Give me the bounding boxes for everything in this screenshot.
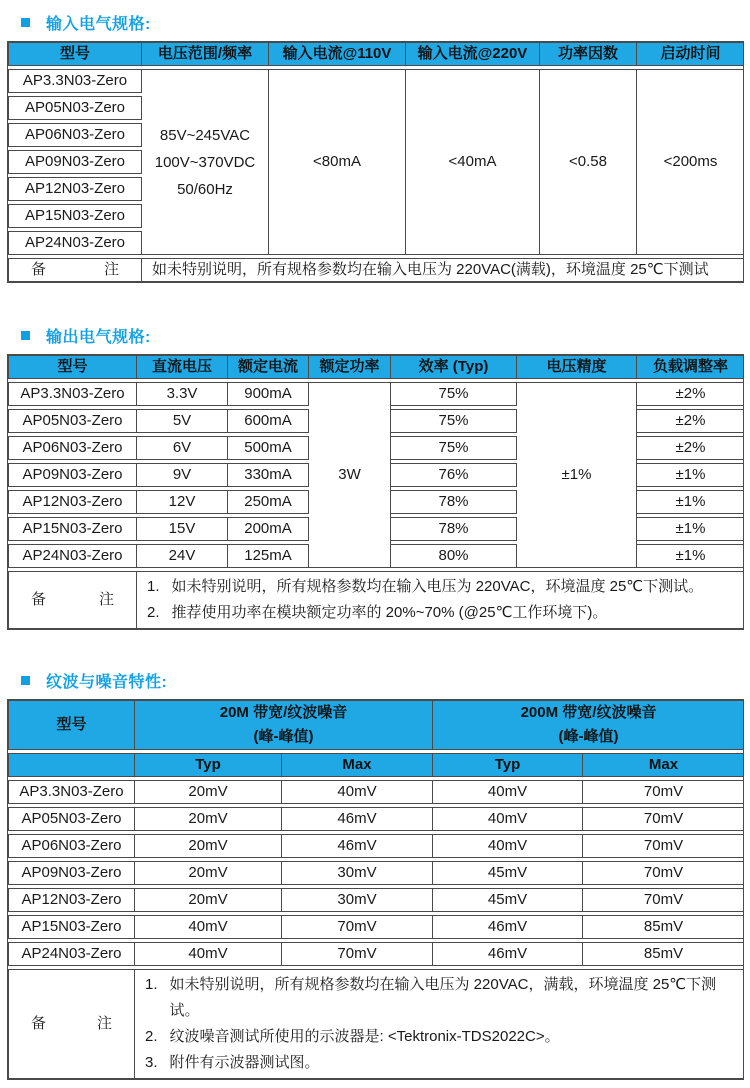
- max-200m-cell: 70mV: [583, 861, 744, 885]
- column-header-typ: Typ: [135, 753, 282, 777]
- max-20m-cell: 46mV: [282, 807, 433, 831]
- model-cell: AP09N03-Zero: [8, 150, 142, 174]
- note-row: [8, 969, 744, 1079]
- section-title-text: 纹波与噪音特性:: [46, 673, 168, 691]
- column-header-max: Max: [282, 753, 433, 777]
- table-row: [8, 915, 744, 939]
- section-bullet-icon: [21, 331, 30, 340]
- table-row: [8, 807, 744, 831]
- column-header-dc-voltage: 直流电压: [137, 355, 228, 379]
- max-20m-cell: 70mV: [282, 915, 433, 939]
- model-cell: AP3.3N03-Zero: [8, 382, 137, 406]
- voltage-line: 85V~245VAC: [159, 126, 251, 144]
- column-header-current-110v: 输入电流@110V: [269, 42, 406, 66]
- model-cell: AP15N03-Zero: [8, 517, 137, 541]
- max-20m-cell: 70mV: [282, 942, 433, 966]
- dc-voltage-cell: 5V: [137, 409, 228, 433]
- note-text: 如未特别说明，所有规格参数均在输入电压为 220VAC(满载)，环境温度 25℃下测试: [152, 261, 709, 278]
- column-header-model: 型号: [8, 700, 135, 750]
- max-20m-cell: 40mV: [282, 780, 433, 804]
- load-regulation-cell: ±2%: [637, 436, 744, 460]
- efficiency-cell: 75%: [391, 382, 517, 406]
- power-factor-cell: <0.58: [540, 69, 637, 255]
- load-regulation-cell: ±1%: [637, 517, 744, 541]
- model-cell: AP05N03-Zero: [8, 96, 142, 120]
- model-cell: AP24N03-Zero: [8, 231, 142, 255]
- efficiency-cell: 75%: [391, 409, 517, 433]
- header-row: [8, 355, 744, 379]
- typ-200m-cell: 46mV: [433, 942, 583, 966]
- rated-current-cell: 600mA: [228, 409, 309, 433]
- typ-20m-cell: 40mV: [135, 915, 282, 939]
- note-line: 2. 推荐使用功率在模块额定功率的 20%~70% (@25℃工作环境下)。: [147, 604, 608, 621]
- dc-voltage-cell: 3.3V: [137, 382, 228, 406]
- column-header-power-factor: 功率因数: [540, 42, 637, 66]
- rated-current-cell: 330mA: [228, 463, 309, 487]
- note-label-char: 注: [96, 1015, 112, 1032]
- voltage-accuracy-cell: ±1%: [517, 382, 637, 568]
- voltage-line: 50/60Hz: [177, 180, 233, 198]
- load-regulation-cell: ±2%: [637, 382, 744, 406]
- efficiency-cell: 78%: [391, 517, 517, 541]
- column-header-bw200: 200M 带宽/纹波噪音 (峰-峰值): [433, 700, 744, 750]
- typ-200m-cell: 45mV: [433, 888, 583, 912]
- note-label-char: 注: [103, 261, 119, 278]
- model-cell: AP3.3N03-Zero: [8, 780, 135, 804]
- rated-current-cell: 250mA: [228, 490, 309, 514]
- max-20m-cell: 30mV: [282, 861, 433, 885]
- typ-200m-cell: 40mV: [433, 834, 583, 858]
- model-cell: AP09N03-Zero: [8, 463, 137, 487]
- efficiency-cell: 76%: [391, 463, 517, 487]
- typ-200m-cell: 46mV: [433, 915, 583, 939]
- rated-power-cell: 3W: [309, 382, 391, 568]
- load-regulation-cell: ±1%: [637, 544, 744, 568]
- blank-header-cell: [8, 753, 135, 777]
- max-200m-cell: 70mV: [583, 780, 744, 804]
- rated-current-cell: 125mA: [228, 544, 309, 568]
- column-header-voltage-range: 电压范围/频率: [142, 42, 269, 66]
- max-200m-cell: 85mV: [583, 915, 744, 939]
- model-cell: AP12N03-Zero: [8, 490, 137, 514]
- current-220v-cell: <40mA: [406, 69, 540, 255]
- column-header-startup-time: 启动时间: [637, 42, 744, 66]
- efficiency-cell: 75%: [391, 436, 517, 460]
- note-text-cell: [135, 969, 744, 1079]
- dc-voltage-cell: 6V: [137, 436, 228, 460]
- note-label-cell: [8, 258, 142, 282]
- column-header-model: 型号: [8, 42, 142, 66]
- rated-current-cell: 500mA: [228, 436, 309, 460]
- model-cell: AP12N03-Zero: [8, 888, 135, 912]
- note-label-char: 备: [31, 591, 47, 608]
- section-title-input-specs: [21, 12, 744, 32]
- table-row: [8, 69, 744, 93]
- header-row: [8, 42, 744, 66]
- max-200m-cell: 70mV: [583, 888, 744, 912]
- note-row: [8, 571, 744, 629]
- max-20m-cell: 46mV: [282, 834, 433, 858]
- max-200m-cell: 85mV: [583, 942, 744, 966]
- column-header-typ: Typ: [433, 753, 583, 777]
- load-regulation-cell: ±1%: [637, 490, 744, 514]
- note-label-char: 备: [31, 261, 47, 278]
- note-text-cell: [142, 258, 744, 282]
- input-spec-table: [7, 41, 744, 283]
- subheader-row: [8, 753, 744, 777]
- rated-current-cell: 900mA: [228, 382, 309, 406]
- section-bullet-icon: [21, 18, 30, 27]
- section-title-output-specs: [21, 325, 744, 345]
- section-title-text: 输出电气规格:: [46, 328, 151, 346]
- note-line: 2. 纹波噪音测试所使用的示波器是: <Tektronix-TDS2022C>。: [145, 1028, 560, 1045]
- note-label-char: 备: [31, 1015, 47, 1032]
- typ-20m-cell: 40mV: [135, 942, 282, 966]
- column-header-max: Max: [583, 753, 744, 777]
- dc-voltage-cell: 12V: [137, 490, 228, 514]
- startup-time-cell: <200ms: [637, 69, 744, 255]
- column-header-voltage-accuracy: 电压精度: [517, 355, 637, 379]
- typ-20m-cell: 20mV: [135, 834, 282, 858]
- section-bullet-icon: [21, 676, 30, 685]
- voltage-line: 100V~370VDC: [154, 153, 256, 171]
- typ-20m-cell: 20mV: [135, 888, 282, 912]
- max-200m-cell: 70mV: [583, 807, 744, 831]
- typ-200m-cell: 40mV: [433, 807, 583, 831]
- table-row: [8, 888, 744, 912]
- table-row: [8, 780, 744, 804]
- note-row: [8, 258, 744, 282]
- dc-voltage-cell: 9V: [137, 463, 228, 487]
- typ-20m-cell: 20mV: [135, 807, 282, 831]
- column-header-current-220v: 输入电流@220V: [406, 42, 540, 66]
- dc-voltage-cell: 15V: [137, 517, 228, 541]
- model-cell: AP05N03-Zero: [8, 409, 137, 433]
- model-cell: AP15N03-Zero: [8, 204, 142, 228]
- model-cell: AP24N03-Zero: [8, 544, 137, 568]
- output-spec-table: [7, 354, 744, 630]
- model-cell: AP3.3N03-Zero: [8, 69, 142, 93]
- dc-voltage-cell: 24V: [137, 544, 228, 568]
- note-label-cell: [8, 969, 135, 1079]
- column-header-rated-current: 额定电流: [228, 355, 309, 379]
- model-cell: AP12N03-Zero: [8, 177, 142, 201]
- note-line: 1. 如未特别说明，所有规格参数均在输入电压为 220VAC，满载，环境温度 25℃下测试。: [145, 976, 717, 1019]
- typ-20m-cell: 20mV: [135, 861, 282, 885]
- ripple-noise-table: [7, 699, 744, 1080]
- current-110v-cell: <80mA: [269, 69, 406, 255]
- typ-200m-cell: 40mV: [433, 780, 583, 804]
- efficiency-cell: 78%: [391, 490, 517, 514]
- section-title-ripple-noise: [21, 670, 744, 690]
- model-cell: AP15N03-Zero: [8, 915, 135, 939]
- column-header-rated-power: 额定功率: [309, 355, 391, 379]
- model-cell: AP06N03-Zero: [8, 436, 137, 460]
- column-header-load-regulation: 负载调整率: [637, 355, 744, 379]
- column-header-model: 型号: [8, 355, 137, 379]
- model-cell: AP24N03-Zero: [8, 942, 135, 966]
- load-regulation-cell: ±2%: [637, 409, 744, 433]
- table-row: [8, 382, 744, 406]
- column-header-efficiency: 效率 (Typ): [391, 355, 517, 379]
- table-row: [8, 834, 744, 858]
- note-line: 3. 附件有示波器测试图。: [145, 1054, 320, 1071]
- rated-current-cell: 200mA: [228, 517, 309, 541]
- efficiency-cell: 80%: [391, 544, 517, 568]
- note-line: 1. 如未特别说明，所有规格参数均在输入电压为 220VAC，环境温度 25℃下测试。: [147, 578, 704, 595]
- typ-200m-cell: 45mV: [433, 861, 583, 885]
- voltage-range-cell: [142, 69, 269, 255]
- typ-20m-cell: 20mV: [135, 780, 282, 804]
- column-header-bw20: 20M 带宽/纹波噪音 (峰-峰值): [135, 700, 433, 750]
- model-cell: AP06N03-Zero: [8, 834, 135, 858]
- header-row: [8, 700, 744, 750]
- note-label-cell: [8, 571, 137, 629]
- note-label-char: 注: [98, 591, 114, 608]
- max-20m-cell: 30mV: [282, 888, 433, 912]
- table-row: [8, 861, 744, 885]
- model-cell: AP09N03-Zero: [8, 861, 135, 885]
- load-regulation-cell: ±1%: [637, 463, 744, 487]
- model-cell: AP05N03-Zero: [8, 807, 135, 831]
- table-row: [8, 942, 744, 966]
- note-text-cell: [137, 571, 744, 629]
- max-200m-cell: 70mV: [583, 834, 744, 858]
- section-title-text: 输入电气规格:: [46, 15, 151, 33]
- model-cell: AP06N03-Zero: [8, 123, 142, 147]
